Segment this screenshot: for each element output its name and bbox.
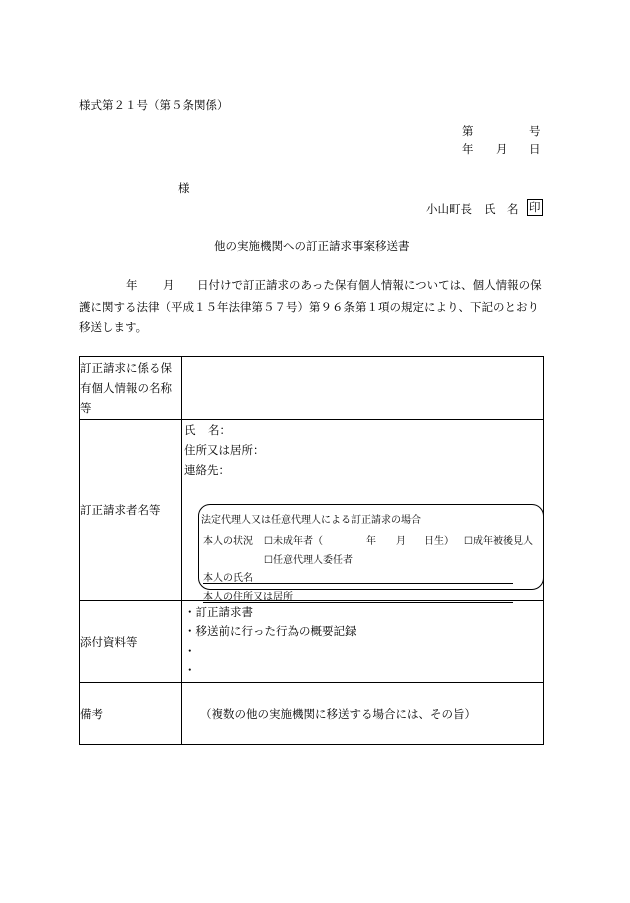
label-requester: 訂正請求者名等 <box>80 420 182 601</box>
checkbox-adult-ward[interactable]: ☐成年被後見人 <box>464 536 533 547</box>
attachment-item-1: ・訂正請求書 <box>184 604 253 619</box>
number-prefix: 第 <box>462 124 474 138</box>
attachment-item-4: ・ <box>184 663 196 677</box>
requester-name-mei: 名： <box>208 423 231 437</box>
label-info-name-line2: 有個人情報の名称 <box>80 381 172 395</box>
birth-year: 年 <box>366 536 376 547</box>
attachment-item-2: ・移送前に行った行為の概要記録 <box>184 624 357 638</box>
requester-address: 住所又は居所： <box>184 443 265 457</box>
table-row-requester <box>80 420 544 601</box>
transfer-table <box>79 356 544 745</box>
principal-address-label: 本人の住所又は居所 <box>203 592 293 603</box>
requester-name-shi: 氏 <box>184 423 196 437</box>
checkbox-voluntary-agent[interactable]: ☐任意代理人委任者 <box>264 555 353 566</box>
value-attachments <box>182 601 544 683</box>
table-row-attachments <box>80 601 544 683</box>
addressee-honorific: 様 <box>178 181 190 195</box>
value-remarks <box>182 683 544 745</box>
remarks-text: （複数の他の実施機関に移送する場合には、その旨） <box>200 706 476 721</box>
document-title: 他の実施機関への訂正請求事案移送書 <box>214 239 410 253</box>
body-year: 年 <box>126 278 138 292</box>
number-suffix: 号 <box>529 124 541 138</box>
label-remarks: 備考 <box>80 683 182 745</box>
body-line-1: 日付けで訂正請求のあった保有個人情報については、個人情報の保 <box>197 278 542 292</box>
form-number: 様式第２１号（第５条関係） <box>79 98 229 112</box>
sender-title: 小山町長 <box>426 202 472 216</box>
label-info-name <box>80 357 182 420</box>
table-row-remarks <box>80 683 544 745</box>
sender-name-shi: 氏 <box>484 202 496 216</box>
principal-address-line <box>203 602 513 603</box>
body-month: 月 <box>163 278 175 292</box>
label-info-name-line3: 等 <box>80 401 92 415</box>
value-requester <box>182 420 544 601</box>
principal-name-line <box>203 583 513 584</box>
principal-name-label: 本人の氏名 <box>203 573 253 584</box>
label-attachments: 添付資料等 <box>80 601 182 683</box>
birth-day: 日生） <box>424 536 454 547</box>
value-info-name <box>182 357 544 420</box>
attachment-item-3: ・ <box>184 643 196 658</box>
birth-month: 月 <box>396 536 406 547</box>
date-day: 日 <box>529 142 541 156</box>
date-year: 年 <box>462 142 474 156</box>
date-month: 月 <box>496 142 508 156</box>
body-line-2: 護に関する法律（平成１５年法律第５７号）第９６条第１項の規定により、下記のとおり <box>79 300 539 314</box>
checkbox-minor[interactable]: ☐未成年者（ <box>264 536 323 547</box>
table-row-info-name <box>80 357 544 420</box>
seal-box: 印 <box>529 200 541 214</box>
sender-name-mei: 名 <box>507 202 519 216</box>
proxy-section <box>182 500 544 603</box>
proxy-status-label: 本人の状況 <box>203 536 253 547</box>
proxy-title: 法定代理人又は任意代理人による訂正請求の場合 <box>201 515 421 526</box>
requester-contact: 連絡先： <box>184 463 230 477</box>
body-line-3: 移送します。 <box>79 320 148 334</box>
label-info-name-line1: 訂正請求に係る保 <box>80 361 172 375</box>
